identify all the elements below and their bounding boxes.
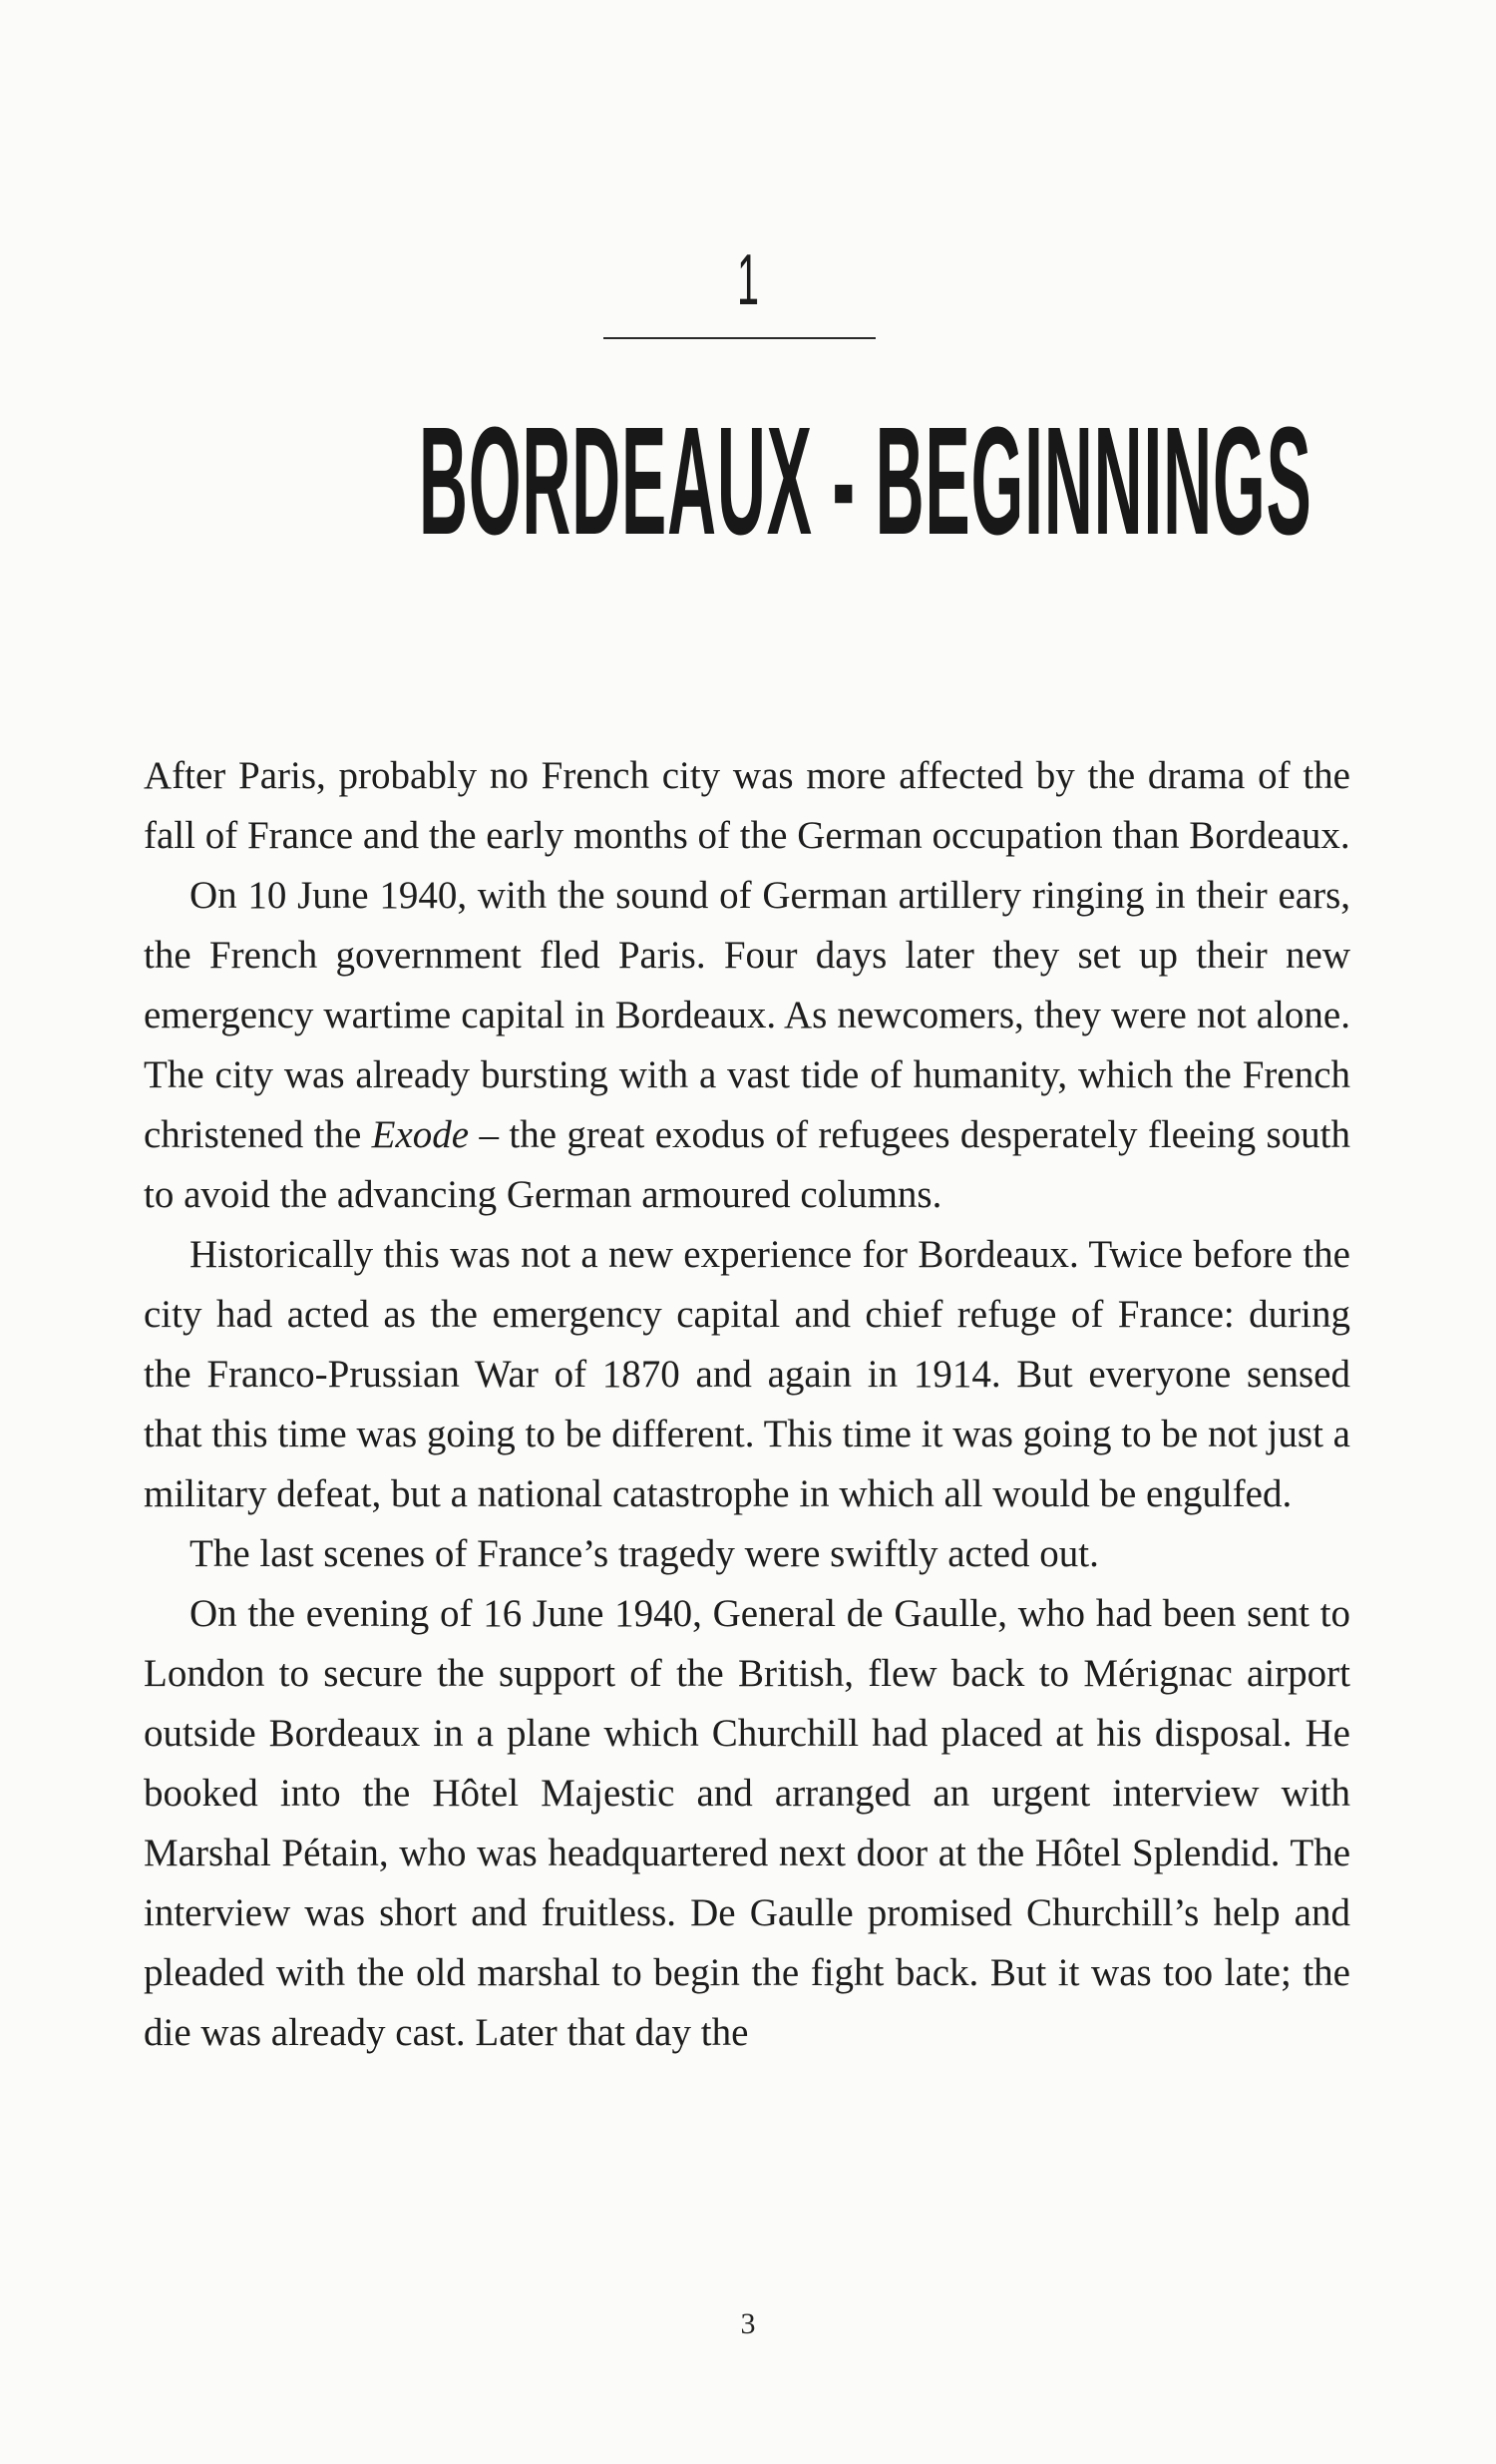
paragraph	[144, 866, 1350, 1225]
paragraph-text: – the great exodus of refugees desperately fleeing south to avoid the advancing German armoured columns.	[144, 1113, 1350, 1216]
chapter-divider	[603, 337, 876, 339]
body-text	[144, 746, 1350, 2063]
chapter-title: BORDEAUX - BEGINNINGS	[419, 395, 1312, 567]
paragraph: Historically this was not a new experience for Bordeaux. Twice before the city had acted as the emergency capital and chief refuge of France: during the Franco-Prussian War of 1870 and again in 1914. But everyone sensed that this time was going to be different. This time it was going to be not just a military defeat, but a national catastrophe in which all would be engulfed.	[144, 1233, 1350, 1515]
paragraph: The last scenes of France’s tragedy were swiftly acted out.	[189, 1532, 1099, 1575]
italic-term: Exode	[371, 1113, 470, 1156]
page-number: 3	[740, 2307, 756, 2340]
chapter-number: 1	[736, 240, 760, 320]
paragraph: On the evening of 16 June 1940, General de Gaulle, who had been sent to London to secure the support of the British, flew back to Mérignac airport outside Bordeaux in a plane which Churchill had placed at his disposal. He booked into the Hôtel Majestic and arranged an urgent interview with Marshal Pétain, who was headquartered next door at the Hôtel Splendid. The interview was short and fruitless. De Gaulle promised Churchill’s help and pleaded with the old marshal to begin the fight back. But it was too late; the die was already cast. Later that day the	[144, 1592, 1350, 2054]
paragraph: After Paris, probably no French city was more affected by the drama of the fall of France and the early months of the German occupation than Bordeaux.	[144, 754, 1350, 857]
paragraph-text: On 10 June 1940, with the sound of German artillery ringing in their ears, the French government fled Paris. Four days later they set up their new emergency wartime capital in Bordeaux. As newcomers, they were not alone. The city was already bursting with a vast tide of humanity, which the French christened the	[144, 874, 1350, 1156]
